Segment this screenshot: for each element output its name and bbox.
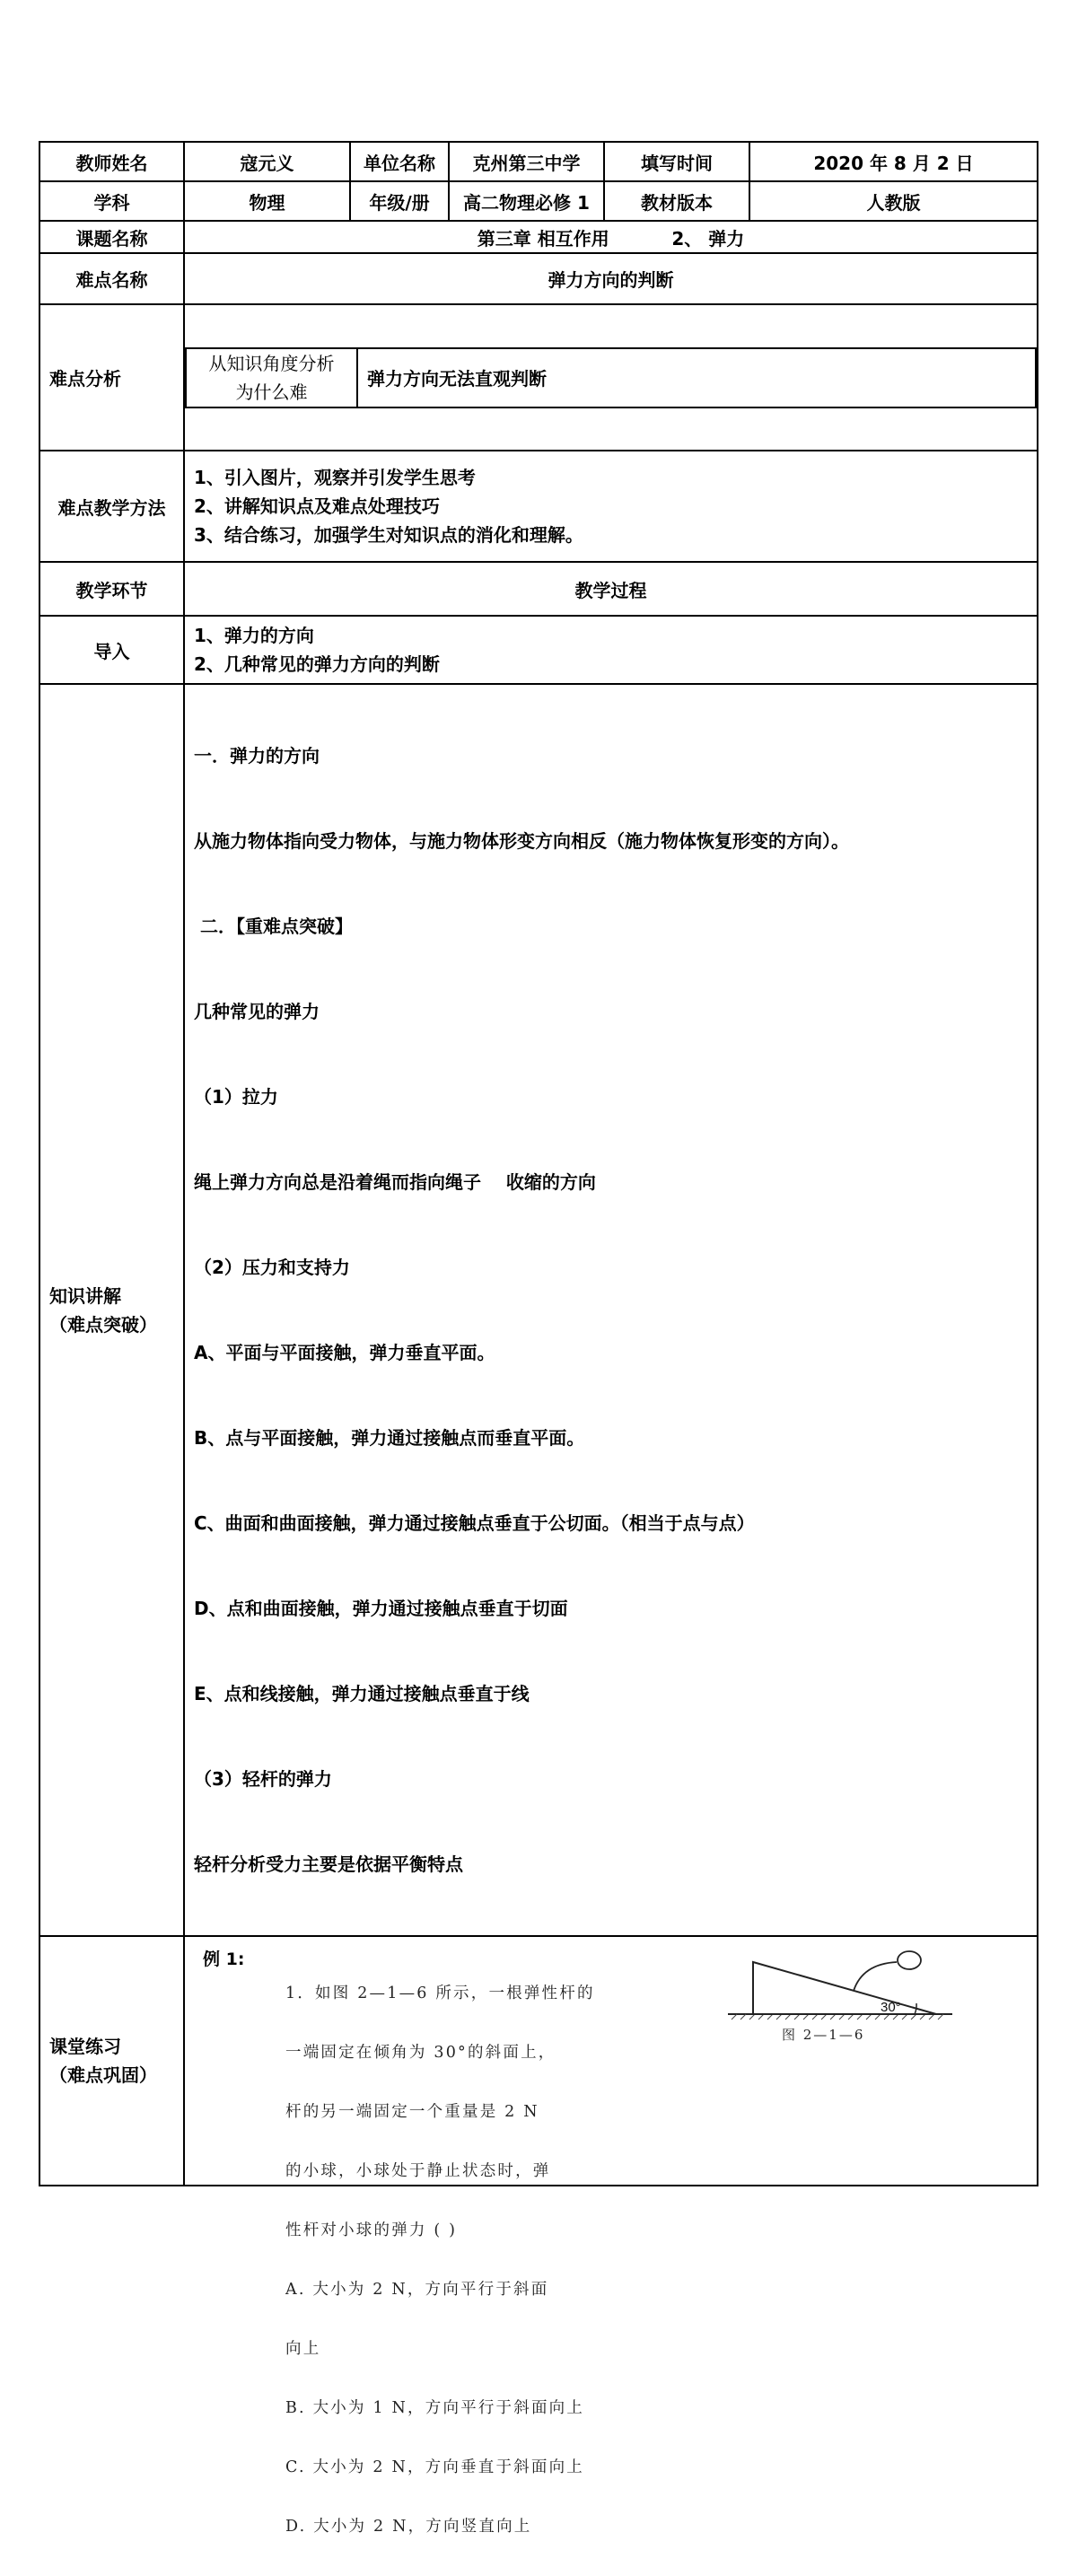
method-item: 2、讲解知识点及难点处理技巧	[194, 495, 440, 517]
teacher-label: 教师姓名	[39, 142, 184, 181]
question-line: 一端固定在倾角为 30°的斜面上，	[285, 2044, 556, 2062]
difficulty-label: 难点名称	[39, 253, 184, 304]
intro-content	[184, 616, 1038, 684]
angle-label: 30°	[881, 2000, 901, 2015]
method-item: 1、引入图片，观察并引发学生思考	[194, 467, 476, 488]
unit-label: 单位名称	[350, 142, 449, 181]
question-line: C. 大小为 2 N，方向垂直于斜面向上	[285, 2458, 584, 2476]
teacher-value: 寇元义	[184, 142, 350, 181]
topic-row	[39, 221, 1038, 253]
question-line: B. 大小为 1 N，方向平行于斜面向上	[285, 2399, 585, 2417]
knowledge-line: E、点和线接触，弹力通过接触点垂直于线	[194, 1683, 530, 1704]
lesson-plan-table	[39, 141, 1038, 2536]
knowledge-line: D、点和曲面接触，弹力通过接触点垂直于切面	[194, 1598, 568, 1619]
method-item: 3、结合练习，加强学生对知识点的消化和理解。	[194, 524, 583, 546]
knowledge-line: 轻杆分析受力主要是依据平衡特点	[194, 1853, 463, 1875]
analysis-inner	[185, 347, 1037, 408]
topic-label: 课题名称	[39, 221, 184, 253]
knowledge-line: （2）压力和支持力	[194, 1257, 350, 1278]
knowledge-line: C、曲面和曲面接触，弹力通过接触点垂直于公切面。（相当于点与点）	[194, 1512, 755, 1534]
method-row	[39, 451, 1038, 562]
knowledge-line: 二．【重难点突破】	[194, 916, 353, 937]
grade-label: 年级/册	[350, 181, 449, 221]
edition-value: 人教版	[749, 181, 1038, 221]
example-label: 例 1:	[203, 1950, 245, 1969]
practice-label-2: （难点巩固）	[49, 2064, 157, 2086]
knowledge-line: 绳上弹力方向总是沿着绳而指向绳子 收缩的方向	[194, 1171, 596, 1193]
ball	[898, 1951, 921, 1969]
exercise-block	[185, 1937, 1037, 2536]
method-label: 难点教学方法	[39, 451, 184, 562]
question-line: 1．如图 2—1—6 所示，一根弹性杆的	[285, 1985, 595, 2002]
question-line: D. 大小为 2 N，方向竖直向上	[285, 2518, 532, 2536]
knowledge-line: 从施力物体指向受力物体，与施力物体形变方向相反（施力物体恢复形变的方向）。	[194, 830, 849, 852]
incline-figure	[728, 1944, 970, 2052]
knowledge-row	[39, 684, 1038, 1936]
intro-row	[39, 616, 1038, 684]
question-line: 杆的另一端固定一个重量是 2 N	[285, 2103, 539, 2121]
header-row-1	[39, 142, 1038, 181]
process-header-row	[39, 562, 1038, 616]
analysis-sub-label	[186, 348, 357, 407]
question-line: 的小球，小球处于静止状态时，弹	[285, 2162, 551, 2180]
knowledge-line: B、点与平面接触，弹力通过接触点而垂直平面。	[194, 1427, 585, 1449]
unit-value: 克州第三中学	[449, 142, 604, 181]
question-line: 性杆对小球的弹力 ( )	[285, 2221, 458, 2239]
knowledge-label	[39, 684, 184, 1936]
practice-label	[39, 1936, 184, 2186]
knowledge-line: 几种常见的弹力	[194, 1001, 320, 1022]
subject-value: 物理	[184, 181, 350, 221]
topic-value: 第三章 相互作用 2、 弹力	[184, 221, 1038, 253]
analysis-label: 难点分析	[39, 304, 184, 451]
question-text	[285, 1944, 779, 2576]
knowledge-label-1: 知识讲解	[49, 1284, 121, 1307]
figure-caption: 图 2—1—6	[782, 2027, 865, 2043]
knowledge-label-2: （难点突破）	[49, 1313, 157, 1336]
edition-label: 教材版本	[604, 181, 749, 221]
date-value: 2020 年 8 月 2 日	[749, 142, 1038, 181]
practice-label-1: 课堂练习	[49, 2036, 121, 2057]
question-line: 向上	[285, 2340, 321, 2358]
question-line: A. 大小为 2 N，方向平行于斜面	[285, 2281, 549, 2299]
difficulty-row	[39, 253, 1038, 304]
date-label: 填写时间	[604, 142, 749, 181]
header-row-2	[39, 181, 1038, 221]
knowledge-line: （1）拉力	[194, 1086, 278, 1108]
process-label: 教学环节	[39, 562, 184, 616]
analysis-sub-label-1: 从知识角度分析	[208, 352, 335, 374]
knowledge-line: （3）轻杆的弹力	[194, 1768, 332, 1790]
practice-row	[39, 1936, 1038, 2186]
practice-content	[184, 1936, 1038, 2536]
grade-value: 高二物理必修 1	[449, 181, 604, 221]
process-value: 教学过程	[184, 562, 1038, 616]
knowledge-line: 一．弹力的方向	[194, 745, 320, 767]
lesson-plan-sheet	[39, 141, 1037, 2536]
analysis-value: 弹力方向无法直观判断	[357, 348, 1036, 407]
subject-label: 学科	[39, 181, 184, 221]
intro-item: 1、弹力的方向	[194, 625, 314, 646]
method-content	[184, 451, 1038, 562]
analysis-content-cell	[184, 304, 1038, 451]
elastic-rod	[854, 1962, 897, 1991]
intro-item: 2、几种常见的弹力方向的判断	[194, 653, 440, 675]
analysis-row	[39, 304, 1038, 451]
intro-label: 导入	[39, 616, 184, 684]
analysis-sub-label-2: 为什么难	[235, 381, 308, 403]
knowledge-line: A、平面与平面接触，弹力垂直平面。	[194, 1342, 495, 1363]
difficulty-value: 弹力方向的判断	[184, 253, 1038, 304]
knowledge-content	[184, 684, 1038, 1936]
